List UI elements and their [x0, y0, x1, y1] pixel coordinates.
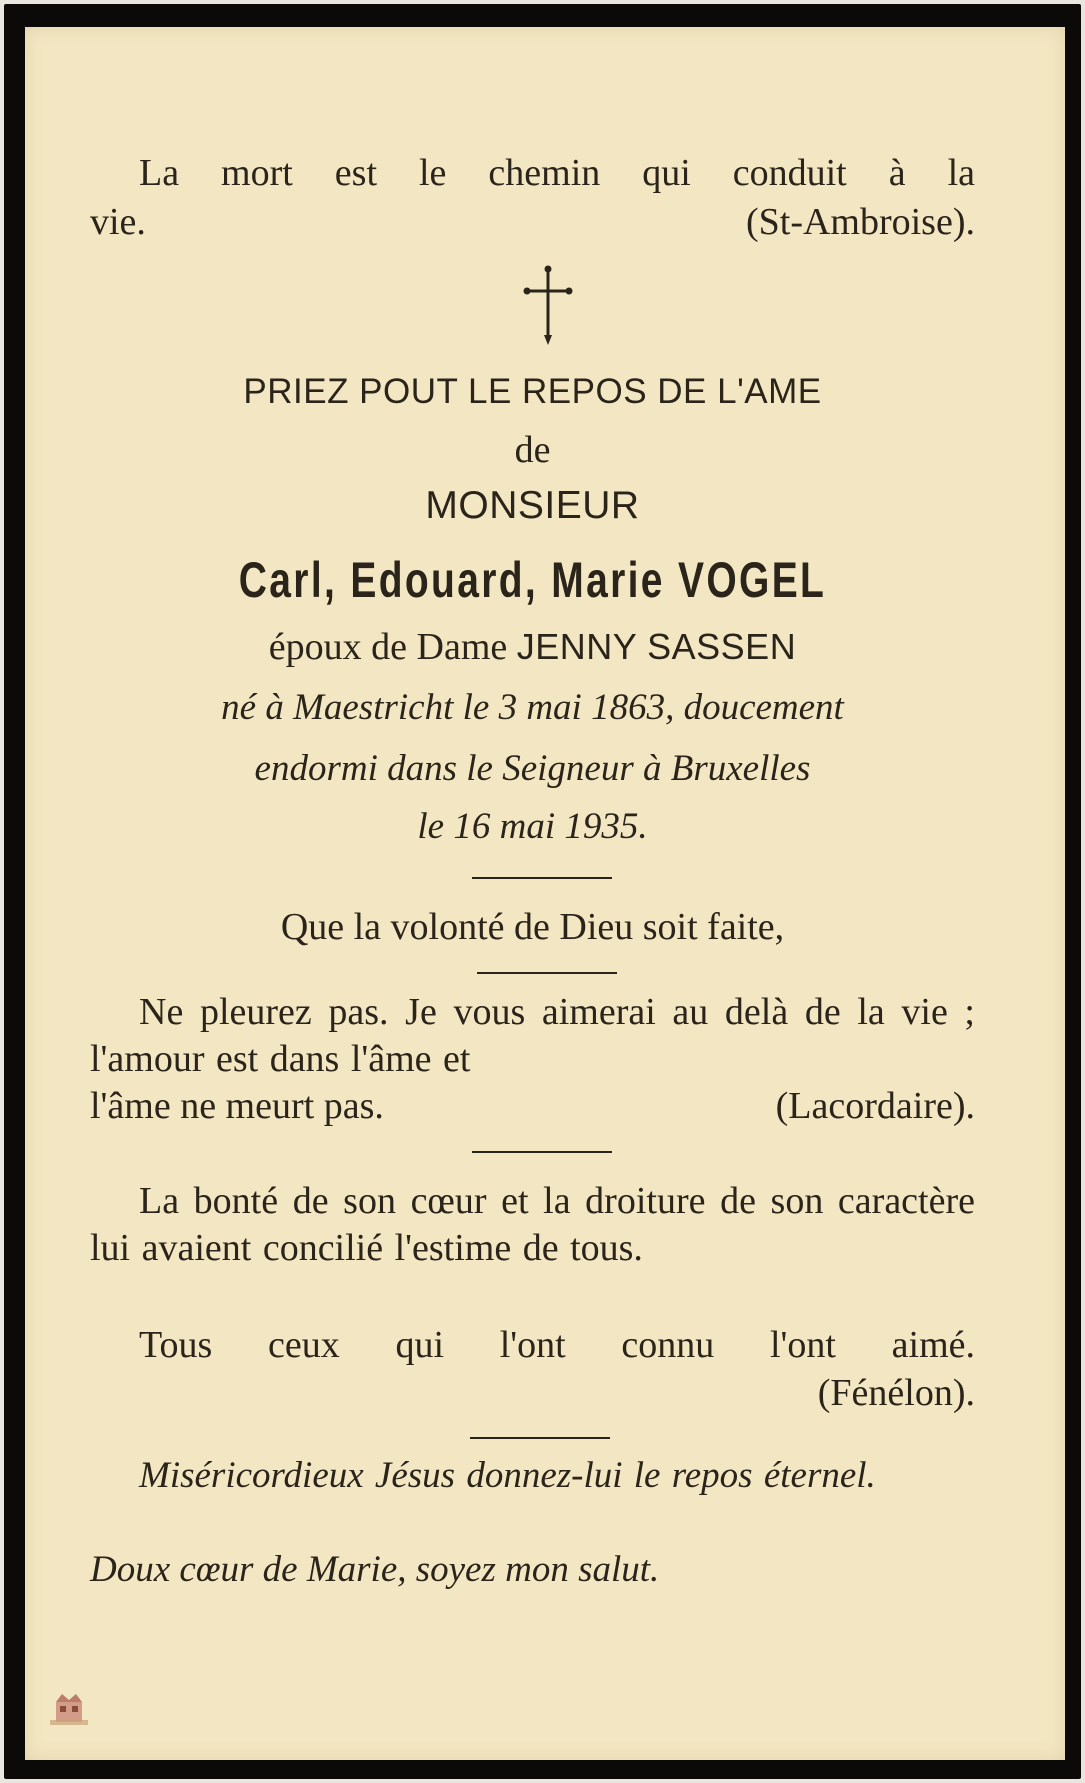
death-place-line: endormi dans le Seigneur à Bruxelles [254, 748, 811, 789]
spouse-name: JENNY SASSEN [516, 626, 797, 667]
lacordaire-attribution: (Lacordaire). [775, 1085, 975, 1127]
de-word: de [514, 429, 551, 471]
fenelon-quote: La bonté de son cœur et la droiture de son caractère lui avaient concilié l'estime de tous. [90, 1180, 975, 1269]
epigraph-line-1: La mort est le chemin qui conduit à la [139, 152, 975, 194]
death-date-line: le 16 mai 1935. [417, 806, 648, 847]
lacordaire-quote: Ne pleurez pas. Je vous aimerai au delà de la vie ; l'amour est dans l'âme et [90, 991, 975, 1080]
seal-icon [48, 1692, 90, 1728]
epigraph-end: vie. [90, 201, 146, 243]
monsieur-heading: MONSIEUR [425, 484, 640, 527]
spouse-line [90, 623, 975, 671]
spouse-prefix: époux de Dame [268, 626, 517, 668]
divider-3 [472, 1151, 612, 1153]
priez-heading: PRIEZ POUT LE REPOS DE L'AME [243, 372, 822, 411]
divider-2 [477, 972, 617, 974]
cross-icon [520, 265, 576, 345]
deceased-name-row [90, 545, 975, 615]
fenelon-attribution: (Fénélon). [817, 1372, 975, 1414]
deceased-name: Carl, Edouard, Marie VOGEL [238, 552, 827, 608]
closing-prayer: Miséricordieux Jésus donnez-lui le repos éternel. [139, 1455, 876, 1496]
divider-4 [470, 1437, 610, 1439]
birth-line: né à Maestricht le 3 mai 1863, doucement [221, 687, 844, 728]
epigraph-line-2 [90, 199, 975, 246]
lacordaire-last-line [90, 1083, 975, 1130]
fenelon-line-2: Tous ceux qui l'ont connu l'ont aimé. [139, 1324, 975, 1366]
closing-line-2: Doux cœur de Marie, soyez mon salut. [90, 1549, 660, 1590]
prayer-line: Que la volonté de Dieu soit faite, [280, 906, 785, 948]
lacordaire-end: l'âme ne meurt pas. [90, 1085, 384, 1127]
epigraph-attribution: (St-Ambroise). [745, 201, 975, 243]
divider-1 [472, 877, 612, 879]
